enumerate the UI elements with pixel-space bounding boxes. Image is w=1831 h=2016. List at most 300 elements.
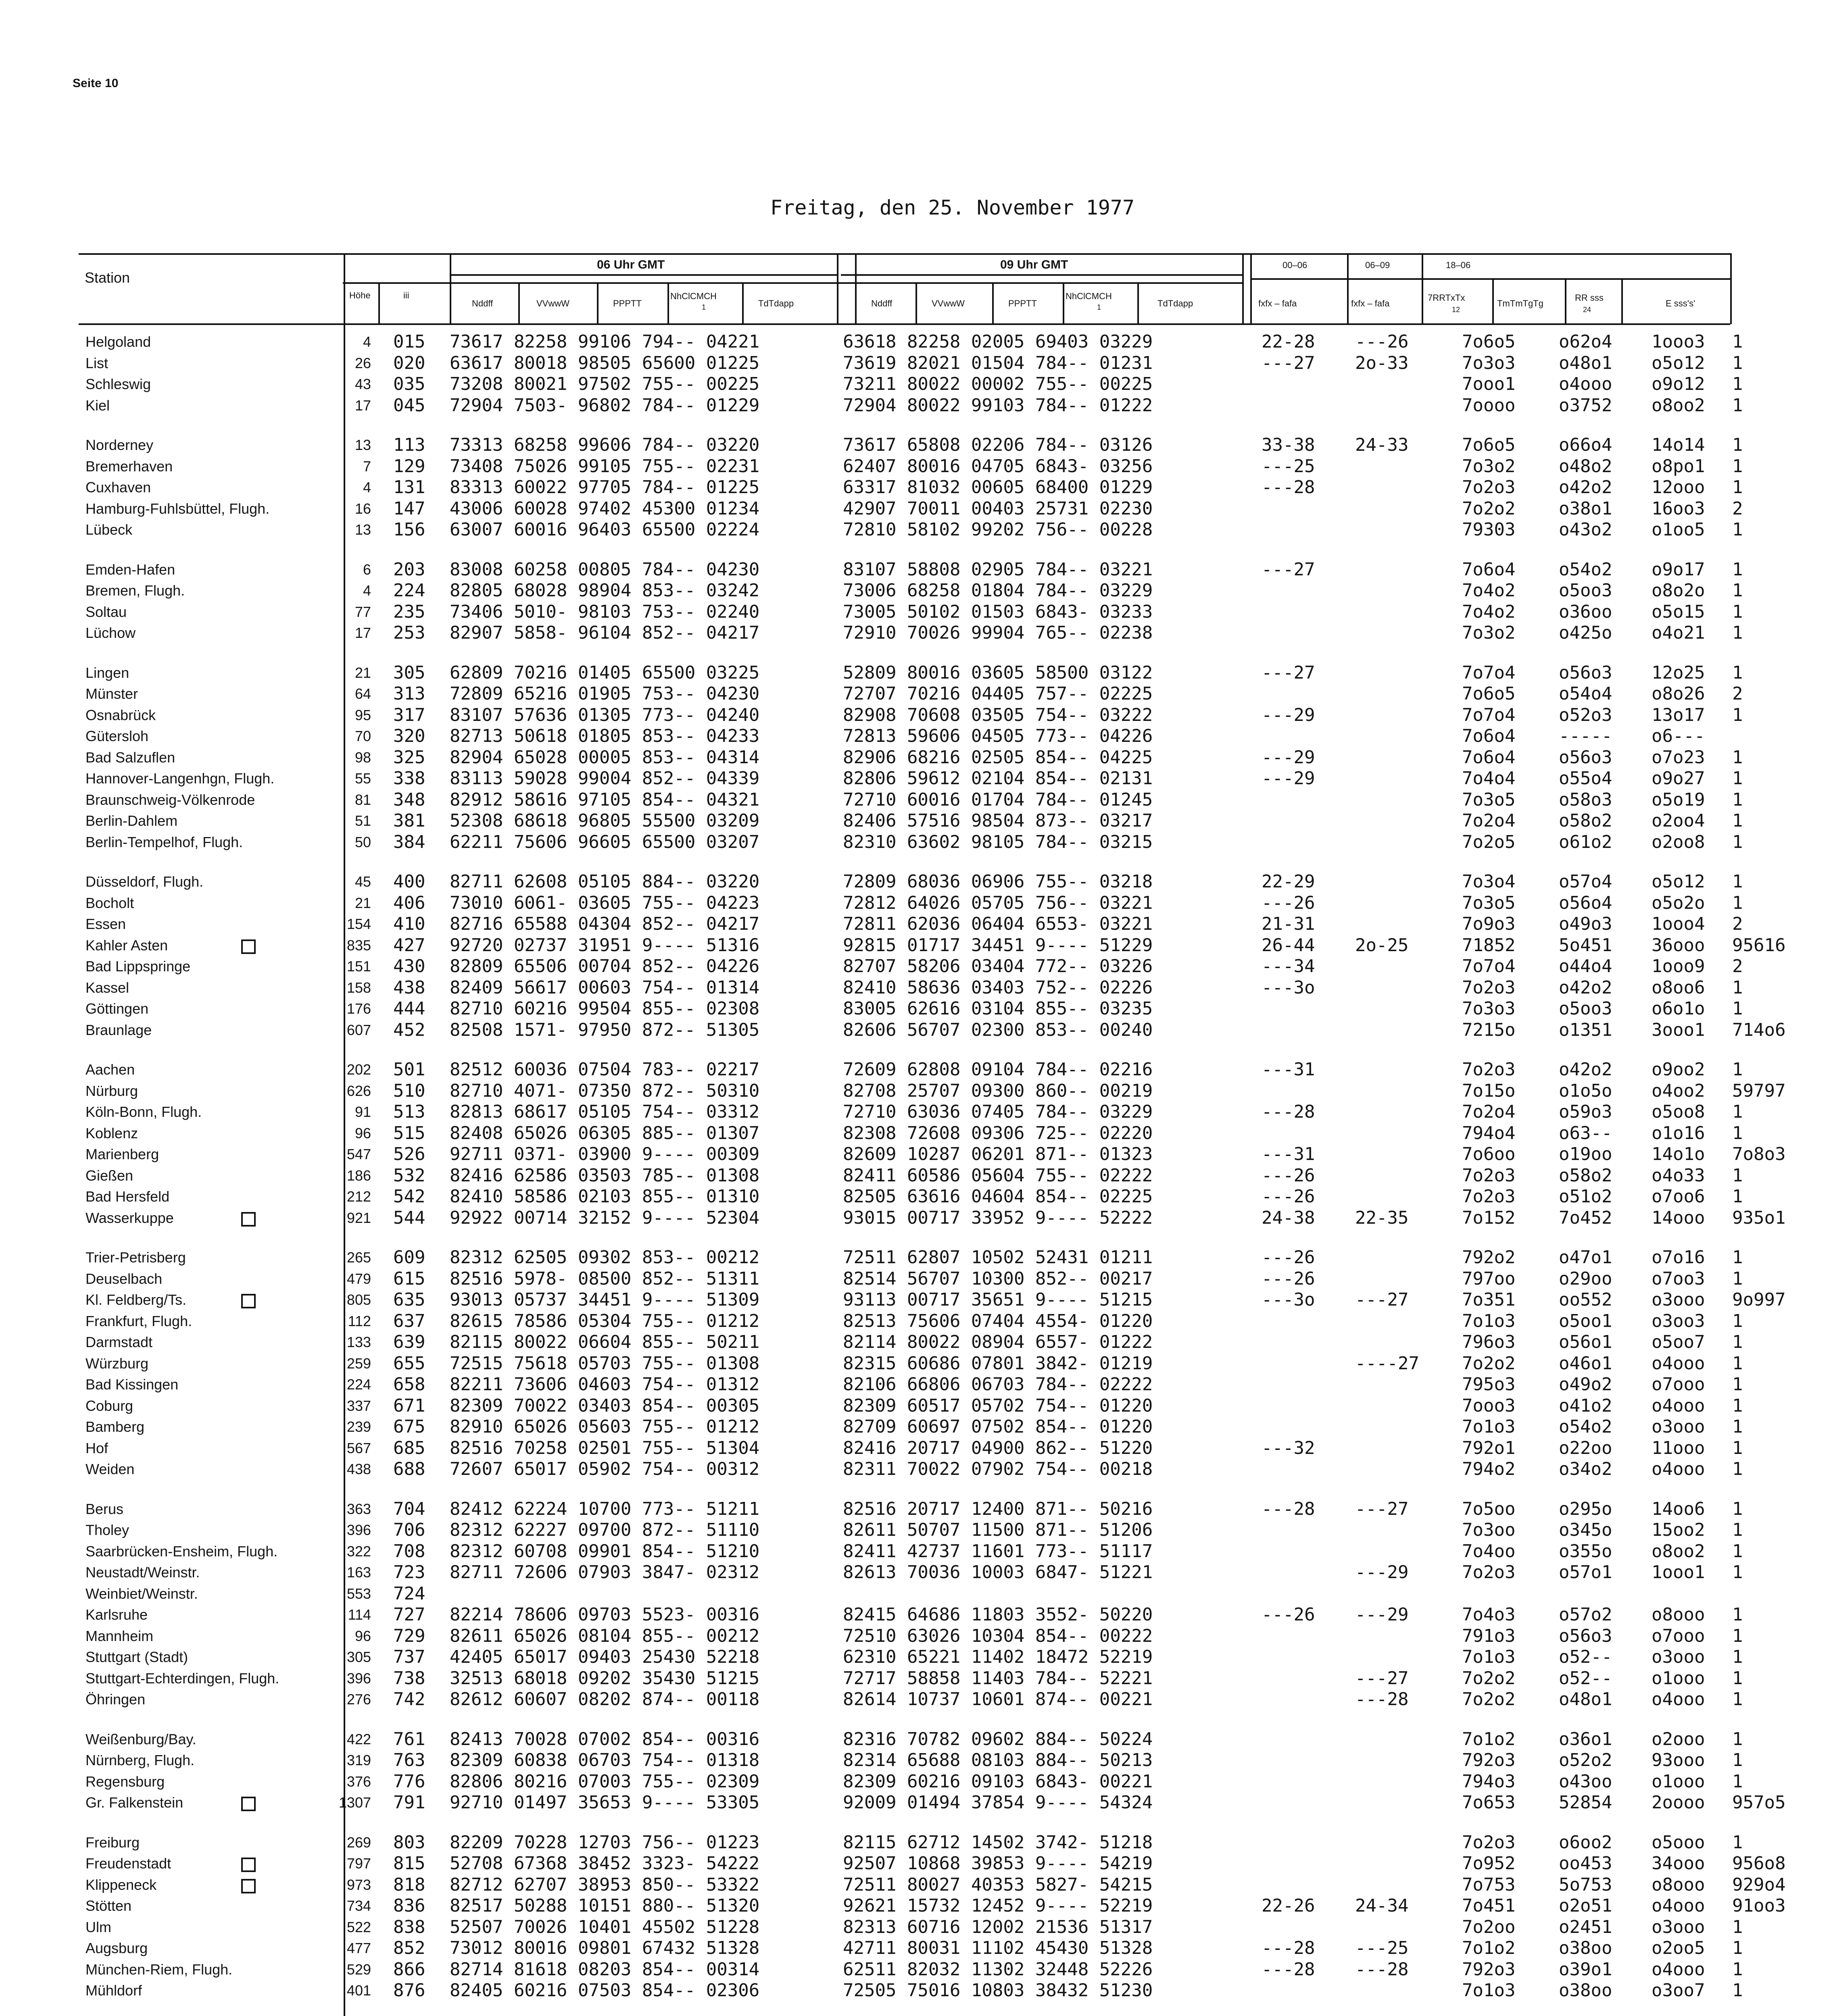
station-height: 401 <box>346 1982 371 1999</box>
station-name: Weiden <box>86 1461 135 1477</box>
station-name: Neustadt/Weinstr. <box>86 1564 200 1581</box>
rain-maxtemp: 7o3oo <box>1462 1520 1516 1540</box>
obs-09-gmt: 82514 56707 10300 852-- 00217 <box>843 1268 1153 1289</box>
min-temp: o38oo <box>1559 1980 1612 2001</box>
snow-ground: 1 <box>1732 1562 1743 1583</box>
station-height: 1307 <box>338 1794 371 1811</box>
rain-maxtemp: 7o7o4 <box>1462 662 1516 683</box>
rain-24h: o7ooo <box>1652 1626 1705 1646</box>
obs-09-gmt: 73211 80022 00002 755-- 00225 <box>843 374 1153 394</box>
station-name: Bremerhaven <box>86 458 173 475</box>
obs-09-gmt: 82614 10737 10601 874-- 00221 <box>843 1689 1153 1710</box>
obs-09-gmt: 82516 20717 12400 871-- 50216 <box>843 1499 1153 1519</box>
station-height: 13 <box>355 521 371 538</box>
header-rr-sub: 12 <box>1452 306 1460 314</box>
snow-ground: 1 <box>1732 477 1743 498</box>
table-row <box>0 1689 1831 1710</box>
obs-06-gmt: 82712 62707 38953 850-- 53322 <box>450 1874 760 1895</box>
snow-ground: 1 <box>1732 1268 1743 1289</box>
rain-maxtemp: 795o3 <box>1462 1374 1516 1395</box>
wind-00-06: ---3o <box>1262 977 1315 998</box>
wind-06-09: 2o-33 <box>1355 353 1409 373</box>
station-name: Bad Hersfeld <box>86 1188 170 1205</box>
table-row <box>0 353 1831 374</box>
header-clouds-06: NhClCMCH <box>670 291 717 301</box>
station-height: 202 <box>346 1061 371 1078</box>
rain-24h: o4ooo <box>1652 1395 1705 1416</box>
rain-maxtemp: 7o6o5 <box>1462 683 1516 704</box>
station-index: 723 <box>393 1562 425 1583</box>
station-index: 876 <box>393 1980 425 2001</box>
min-temp: o54o4 <box>1559 683 1612 704</box>
station-name: Lingen <box>86 664 129 681</box>
table-row <box>0 726 1831 747</box>
snow-ground: 1 <box>1732 1750 1743 1770</box>
table-row <box>0 1792 1831 1813</box>
snow-ground: 1 <box>1732 1959 1743 1980</box>
wind-00-06: ---26 <box>1262 1604 1315 1625</box>
station-height: 224 <box>346 1376 371 1393</box>
header-09-gmt: 09 Uhr GMT <box>1000 258 1068 271</box>
min-temp: o62o4 <box>1559 331 1612 352</box>
station-name: Nürnberg, Flugh. <box>86 1752 195 1768</box>
table-row <box>0 935 1831 956</box>
station-index: 737 <box>393 1647 425 1667</box>
rain-maxtemp: 797oo <box>1462 1268 1516 1289</box>
station-name: Gütersloh <box>86 728 149 744</box>
obs-06-gmt: 32513 68018 09202 35430 51215 <box>450 1668 760 1689</box>
min-temp: o59o3 <box>1559 1102 1612 1122</box>
rain-24h: o4ooo <box>1652 1959 1705 1980</box>
min-temp: o3752 <box>1559 395 1612 416</box>
station-name: Schleswig <box>86 376 151 392</box>
obs-06-gmt: 82716 65588 04304 852-- 04217 <box>450 914 760 934</box>
station-index: 113 <box>393 435 425 455</box>
obs-09-gmt: 73617 65808 02206 784-- 03126 <box>843 435 1153 455</box>
obs-06-gmt: 82612 60607 08202 874-- 00118 <box>450 1689 760 1710</box>
rain-24h: 16oo3 <box>1652 498 1705 519</box>
obs-06-gmt: 92711 0371- 03900 9---- 00309 <box>450 1144 760 1164</box>
station-height: 158 <box>346 979 371 996</box>
min-temp: o58o2 <box>1559 1165 1612 1186</box>
station-name: Kiel <box>86 397 110 414</box>
station-height: 477 <box>346 1940 371 1956</box>
station-index: 510 <box>393 1081 425 1101</box>
table-row <box>0 1980 1831 2001</box>
wind-00-06: ---27 <box>1262 662 1315 683</box>
table-row <box>0 1268 1831 1289</box>
snow-ground: 1 <box>1732 1438 1743 1458</box>
station-index: 838 <box>393 1917 425 1937</box>
station-height: 43 <box>355 376 371 392</box>
rain-24h: o9o12 <box>1652 374 1705 394</box>
wind-06-09: ---27 <box>1355 1668 1409 1689</box>
rain-24h: o3ooo <box>1652 1416 1705 1437</box>
station-index: 320 <box>393 726 425 746</box>
station-name: Coburg <box>86 1397 133 1414</box>
rain-24h: o4ooo <box>1652 1459 1705 1479</box>
table-row <box>0 1938 1831 1959</box>
wind-06-09: 24-33 <box>1355 435 1409 455</box>
table-row <box>0 1208 1831 1229</box>
min-temp: o19oo <box>1559 1144 1612 1164</box>
station-index: 410 <box>393 914 425 934</box>
station-name: Würzburg <box>86 1355 149 1372</box>
min-temp: o61o2 <box>1559 832 1612 852</box>
table-row <box>0 1289 1831 1310</box>
mountain-station-box-icon <box>241 1212 256 1227</box>
obs-06-gmt: 82115 80022 06604 855-- 50211 <box>450 1332 760 1352</box>
wind-00-06: 22-28 <box>1262 331 1315 352</box>
obs-06-gmt: 82516 70258 02501 755-- 51304 <box>450 1438 760 1458</box>
station-name: Kl. Feldberg/Ts. <box>86 1291 187 1308</box>
min-temp: o355o <box>1559 1541 1612 1562</box>
wind-00-06: ---29 <box>1262 747 1315 768</box>
wind-00-06: ---28 <box>1262 1102 1315 1122</box>
min-temp: o57o1 <box>1559 1562 1612 1583</box>
obs-06-gmt: 82805 68028 98904 853-- 03242 <box>450 580 760 601</box>
station-index: 685 <box>393 1438 425 1458</box>
rain-24h: o3oo3 <box>1652 1311 1705 1331</box>
snow-ground: 1 <box>1732 662 1743 683</box>
min-temp: o49o3 <box>1559 914 1612 934</box>
station-height: 212 <box>346 1188 371 1205</box>
station-name: München-Riem, Flugh. <box>86 1961 233 1978</box>
obs-09-gmt: 72904 80022 99103 784-- 01222 <box>843 395 1153 416</box>
obs-06-gmt: 73012 80016 09801 67432 51328 <box>450 1938 760 1958</box>
obs-09-gmt: 82513 75606 07404 4554- 01220 <box>843 1311 1153 1331</box>
rain-maxtemp: 7o753 <box>1462 1874 1516 1895</box>
station-name: Regensburg <box>86 1773 165 1790</box>
station-name: List <box>86 355 108 371</box>
station-name: Frankfurt, Flugh. <box>86 1313 192 1329</box>
obs-06-gmt: 52507 70026 10401 45502 51228 <box>450 1917 760 1937</box>
rain-maxtemp: 7o1o3 <box>1462 1416 1516 1437</box>
table-row <box>0 477 1831 498</box>
table-row <box>0 602 1831 623</box>
station-height: 133 <box>346 1334 371 1350</box>
obs-09-gmt: 72505 75016 10803 38432 51230 <box>843 1980 1153 2001</box>
station-index: 313 <box>393 683 425 704</box>
rain-24h: o1ooo <box>1652 1771 1705 1792</box>
table-row <box>0 1771 1831 1792</box>
rain-24h: o7oo3 <box>1652 1268 1705 1289</box>
rain-24h: o3ooo <box>1652 1289 1705 1310</box>
obs-09-gmt: 83107 58808 02905 784-- 03221 <box>843 559 1153 580</box>
rain-maxtemp: 7o4o2 <box>1462 580 1516 601</box>
station-index: 763 <box>393 1750 425 1770</box>
station-index: 639 <box>393 1332 425 1352</box>
rain-maxtemp: 7o653 <box>1462 1792 1516 1813</box>
table-row <box>0 1123 1831 1144</box>
station-index: 325 <box>393 747 425 768</box>
snow-ground: 1 <box>1732 1917 1743 1937</box>
station-name: Hamburg-Fuhlsbüttel, Flugh. <box>86 500 270 517</box>
table-row <box>0 1144 1831 1165</box>
obs-06-gmt: 42405 65017 09403 25430 52218 <box>450 1647 760 1667</box>
station-name: Weißenburg/Bay. <box>86 1731 196 1747</box>
snow-ground: 1 <box>1732 559 1743 580</box>
station-name: Köln-Bonn, Flugh. <box>86 1104 202 1120</box>
obs-09-gmt: 82611 50707 11500 871-- 51206 <box>843 1520 1153 1540</box>
rain-maxtemp: 7o3o2 <box>1462 456 1516 477</box>
header-nddff-09: Nddff <box>871 298 893 308</box>
wind-00-06: ---31 <box>1262 1059 1315 1080</box>
min-temp: o55o4 <box>1559 768 1612 789</box>
rain-24h: o5ooo <box>1652 1832 1705 1853</box>
min-temp: oo552 <box>1559 1289 1612 1310</box>
obs-06-gmt: 73010 6061- 03605 755-- 04223 <box>450 893 760 913</box>
snow-ground: 1 <box>1732 810 1743 831</box>
obs-06-gmt: 82516 5978- 08500 852-- 51311 <box>450 1268 760 1289</box>
station-name: Kassel <box>86 979 129 996</box>
rain-maxtemp: 7o451 <box>1462 1895 1516 1916</box>
rain-24h: o4ooo <box>1652 1353 1705 1374</box>
rain-maxtemp: 794o4 <box>1462 1123 1516 1143</box>
station-index: 738 <box>393 1668 425 1689</box>
station-name: Nürburg <box>86 1083 138 1099</box>
min-temp: o5oo3 <box>1559 580 1612 601</box>
obs-09-gmt: 72710 60016 01704 784-- 01245 <box>843 789 1153 810</box>
rain-24h: o5o2o <box>1652 893 1705 913</box>
min-temp: o63-- <box>1559 1123 1612 1143</box>
min-temp: o52o3 <box>1559 705 1612 725</box>
station-height: 422 <box>346 1731 371 1747</box>
station-height: 91 <box>355 1104 371 1120</box>
rain-24h: 12ooo <box>1652 477 1705 498</box>
station-index: 513 <box>393 1102 425 1122</box>
station-index: 156 <box>393 519 425 540</box>
station-height: 276 <box>346 1691 371 1708</box>
rain-maxtemp: 792o3 <box>1462 1750 1516 1770</box>
table-row <box>0 1562 1831 1583</box>
station-height: 305 <box>346 1649 371 1665</box>
obs-09-gmt: 82410 58636 03403 752-- 02226 <box>843 977 1153 998</box>
obs-09-gmt: 72812 64026 05705 756-- 03221 <box>843 893 1153 913</box>
rain-24h: o2oo8 <box>1652 832 1705 852</box>
obs-09-gmt: 92815 01717 34451 9---- 51229 <box>843 935 1153 956</box>
obs-09-gmt: 82908 70608 03505 754-- 03222 <box>843 705 1153 725</box>
snow-ground: 1 <box>1732 1311 1743 1331</box>
header-period-0609: 06–09 <box>1365 260 1390 270</box>
station-height: 376 <box>346 1773 371 1790</box>
wind-00-06: ---26 <box>1262 1165 1315 1186</box>
station-height: 17 <box>355 397 371 414</box>
table-row <box>0 998 1831 1019</box>
wind-00-06: ---28 <box>1262 1499 1315 1519</box>
wind-00-06: ---3o <box>1262 1289 1315 1310</box>
min-temp: o56o3 <box>1559 747 1612 768</box>
wind-06-09: ---28 <box>1355 1689 1409 1710</box>
station-index: 427 <box>393 935 425 956</box>
obs-09-gmt: 72813 59606 04505 773-- 04226 <box>843 726 1153 746</box>
station-index: 203 <box>393 559 425 580</box>
obs-06-gmt: 82512 60036 07504 783-- 02217 <box>450 1059 760 1080</box>
min-temp: o56o3 <box>1559 1626 1612 1646</box>
station-height: 55 <box>355 770 371 787</box>
obs-06-gmt: 82517 50288 10151 880-- 51320 <box>450 1895 760 1916</box>
table-row <box>0 1874 1831 1895</box>
header-clouds-sub-09: 1 <box>1097 303 1101 311</box>
station-height: 6 <box>363 561 371 578</box>
station-height: 269 <box>346 1834 371 1851</box>
station-index: 727 <box>393 1604 425 1625</box>
rain-maxtemp: 792o1 <box>1462 1438 1516 1458</box>
station-name: Koblenz <box>86 1125 138 1141</box>
snow-ground: 95616 <box>1732 935 1786 956</box>
obs-09-gmt: 62310 65221 11402 18472 52219 <box>843 1647 1153 1667</box>
obs-06-gmt: 73408 75026 99105 755-- 02231 <box>450 456 760 477</box>
min-temp: o52-- <box>1559 1647 1612 1667</box>
rain-24h: o7oo6 <box>1652 1186 1705 1207</box>
table-row <box>0 1750 1831 1771</box>
min-temp: 7o452 <box>1559 1208 1612 1228</box>
station-height: 96 <box>355 1628 371 1644</box>
rain-24h: o4oo2 <box>1652 1081 1705 1101</box>
rain-maxtemp: 7o2o2 <box>1462 1353 1516 1374</box>
station-height: 522 <box>346 1919 371 1935</box>
station-name: Berus <box>86 1501 124 1517</box>
rain-24h: 3ooo1 <box>1652 1020 1705 1040</box>
table-row <box>0 705 1831 726</box>
rain-24h: o5oo8 <box>1652 1102 1705 1122</box>
rain-24h: 14o14 <box>1652 435 1705 455</box>
wind-06-09: 24-34 <box>1355 1895 1409 1916</box>
obs-06-gmt: 82615 78586 05304 755-- 01212 <box>450 1311 760 1331</box>
min-temp: o5oo3 <box>1559 998 1612 1019</box>
snow-ground: 1 <box>1732 1395 1743 1416</box>
min-temp: o42o2 <box>1559 977 1612 998</box>
table-row <box>0 1374 1831 1395</box>
rain-24h: o3ooo <box>1652 1917 1705 1937</box>
station-index: 501 <box>393 1059 425 1080</box>
station-name: Hof <box>86 1440 108 1456</box>
obs-09-gmt: 82411 42737 11601 773-- 51117 <box>843 1541 1153 1562</box>
obs-06-gmt: 82309 60838 06703 754-- 01318 <box>450 1750 760 1770</box>
min-temp: o42o2 <box>1559 1059 1612 1080</box>
rain-24h: 14oo6 <box>1652 1499 1705 1519</box>
snow-ground: 1 <box>1732 705 1743 725</box>
station-name: Marienberg <box>86 1146 159 1162</box>
snow-ground: 714o6 <box>1732 1020 1786 1040</box>
wind-00-06: ---32 <box>1262 1438 1315 1458</box>
table-row <box>0 1332 1831 1353</box>
snow-ground: 956o8 <box>1732 1853 1786 1874</box>
rain-maxtemp: 7o2o3 <box>1462 1059 1516 1080</box>
station-index: 609 <box>393 1247 425 1268</box>
snow-ground: 1 <box>1732 331 1743 352</box>
rain-24h: o5o12 <box>1652 353 1705 373</box>
station-height: 112 <box>348 1313 371 1329</box>
min-temp: o57o2 <box>1559 1604 1612 1625</box>
obs-06-gmt: 43006 60028 97402 45300 01234 <box>450 498 760 519</box>
snow-ground: 1 <box>1732 747 1743 768</box>
station-name: Bad Kissingen <box>86 1376 179 1393</box>
rain-24h: o7o16 <box>1652 1247 1705 1268</box>
snow-ground: 9o997 <box>1732 1289 1786 1310</box>
header-vvwww-09: VVwwW <box>932 298 965 308</box>
station-height: 239 <box>346 1418 371 1435</box>
station-height: 13 <box>355 437 371 453</box>
obs-06-gmt: 63007 60016 96403 65500 02224 <box>450 519 760 540</box>
min-temp: o52o2 <box>1559 1750 1612 1770</box>
station-index: 836 <box>393 1895 425 1916</box>
station-index: 761 <box>393 1729 425 1749</box>
obs-09-gmt: 73006 68258 01804 784-- 03229 <box>843 580 1153 601</box>
station-index: 515 <box>393 1123 425 1143</box>
table-row <box>0 1059 1831 1080</box>
obs-06-gmt: 82809 65506 00704 852-- 04226 <box>450 956 760 977</box>
obs-09-gmt: 82606 56707 02300 853-- 00240 <box>843 1020 1153 1040</box>
station-name: Lübeck <box>86 521 133 538</box>
rain-24h: o1o16 <box>1652 1123 1705 1143</box>
snow-ground: 1 <box>1732 1689 1743 1710</box>
rain-maxtemp: 7o6o5 <box>1462 435 1516 455</box>
station-name: Freudenstadt <box>86 1855 171 1872</box>
obs-09-gmt: 82415 64686 11803 3552- 50220 <box>843 1604 1153 1625</box>
station-height: 835 <box>346 937 371 954</box>
snow-ground: 1 <box>1732 1123 1743 1143</box>
obs-06-gmt: 82410 58586 02103 855-- 01310 <box>450 1186 760 1207</box>
obs-06-gmt: 73617 82258 99106 794-- 04221 <box>450 331 760 352</box>
snow-ground: 1 <box>1732 1541 1743 1562</box>
station-name: Soltau <box>86 604 127 620</box>
rain-24h: o7o23 <box>1652 747 1705 768</box>
obs-06-gmt: 82710 4071- 07350 872-- 50310 <box>450 1081 760 1101</box>
table-row <box>0 1459 1831 1480</box>
wind-06-09: ---27 <box>1355 1499 1409 1519</box>
header-tdtd-06: TdTdapp <box>758 298 794 308</box>
min-temp: o57o4 <box>1559 871 1612 892</box>
rain-maxtemp: 7o7o4 <box>1462 705 1516 725</box>
station-index: 253 <box>393 623 425 643</box>
station-height: 479 <box>346 1270 371 1287</box>
station-index: 532 <box>393 1165 425 1186</box>
wind-06-09: 22-35 <box>1355 1208 1409 1228</box>
station-name: Braunschweig-Völkenrode <box>86 791 255 808</box>
station-index: 384 <box>393 832 425 852</box>
wind-00-06: ---28 <box>1262 477 1315 498</box>
station-height: 607 <box>346 1022 371 1038</box>
snow-ground: 1 <box>1732 395 1743 416</box>
table-row <box>0 1247 1831 1268</box>
table-row <box>0 893 1831 914</box>
obs-06-gmt: 52708 67368 38452 3323- 54222 <box>450 1853 760 1874</box>
obs-06-gmt: 72809 65216 01905 753-- 04230 <box>450 683 760 704</box>
rain-maxtemp: 7o6o4 <box>1462 726 1516 746</box>
wind-00-06: 26-44 <box>1262 935 1315 956</box>
station-height: 265 <box>346 1249 371 1266</box>
min-temp: o38o1 <box>1559 498 1612 519</box>
station-name: Cuxhaven <box>86 479 151 496</box>
table-row <box>0 871 1831 892</box>
obs-09-gmt: 82505 63616 04604 854-- 02225 <box>843 1186 1153 1207</box>
station-height: 363 <box>346 1501 371 1517</box>
min-temp: o56o1 <box>1559 1332 1612 1352</box>
station-height: 259 <box>346 1355 371 1372</box>
mountain-station-box-icon <box>241 1879 256 1893</box>
table-row <box>0 1853 1831 1874</box>
min-temp: o1351 <box>1559 1020 1612 1040</box>
min-temp: o49o2 <box>1559 1374 1612 1395</box>
rain-maxtemp: 7o2o2 <box>1462 1689 1516 1710</box>
wind-06-09: ---26 <box>1355 331 1409 352</box>
snow-ground: 1 <box>1732 580 1743 601</box>
snow-ground: 935o1 <box>1732 1208 1786 1228</box>
station-name: Münster <box>86 685 138 702</box>
obs-06-gmt: 82806 80216 07003 755-- 02309 <box>450 1771 760 1792</box>
station-index: 406 <box>393 893 425 913</box>
